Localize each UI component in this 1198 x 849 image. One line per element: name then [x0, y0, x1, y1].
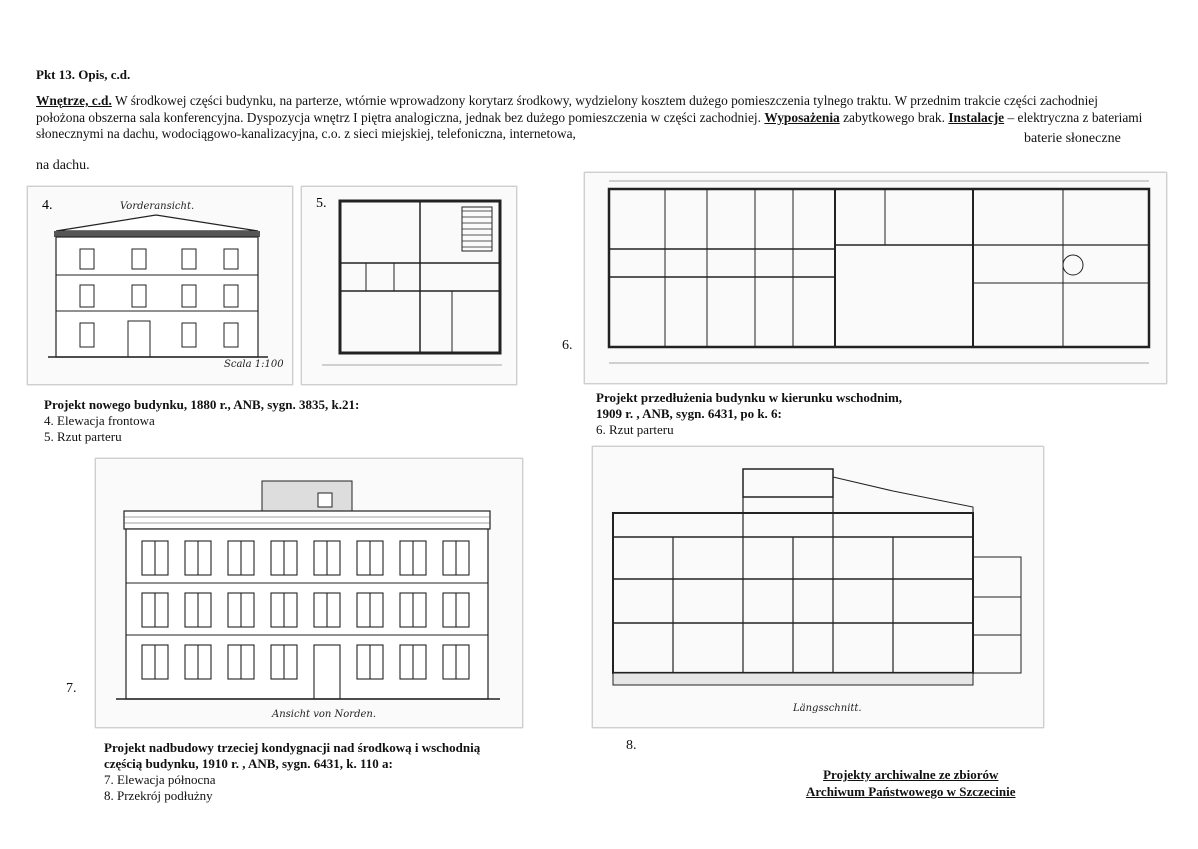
caption-1880 [38, 395, 430, 447]
wnetrze-heading: Wnętrze, c.d. [36, 93, 112, 108]
figure-8-inscription: Längsschnitt. [793, 703, 862, 714]
caption-1909-heading-2: 1909 r. , ANB, sygn. 6431, po k. 6: [596, 406, 782, 421]
caption-1910-heading-1: Projekt nadbudowy trzeciej kondygnacji nad środkową i wschodnią [104, 740, 481, 755]
wnetrze-text: W środkowej części budynku, na parterze, wtórnie wprowadzony korytarz środkowy, wydzielony kosztem dużego pomieszczenia tylnego traktu. W przednim trakcie części zachodniej położona obszerna sala konferencyjna. Dyspozycja wnętrz I piętra analogiczna, jednak bez dużego pomieszczenia w części zachodniej. [36, 93, 1098, 125]
caption-1880-item-4: 4. Elewacja frontowa [44, 413, 155, 428]
caption-1910 [98, 738, 536, 806]
caption-1910-item-7: 7. Elewacja północna [104, 772, 216, 787]
figure-5-plan [301, 186, 517, 385]
wyposazenia-text: zabytkowego brak. [839, 109, 949, 125]
instalacje-text: – elektryczna z bateriami słonecznymi na dachu, wodociągowo-kanalizacyjna, c.o. z sieci miejskiej, telefoniczna, internetowa, [36, 109, 1143, 141]
figure-4-front-elevation [27, 186, 293, 385]
figure-7-north-elevation [95, 458, 523, 728]
figure-7-inscription: Ansicht von Norden. [272, 709, 377, 720]
caption-1910-heading-2: częścią budynku, 1910 r. , ANB, sygn. 6431, k. 110 a: [104, 756, 393, 771]
archive-note-line-2: Archiwum Państwowego w Szczecinie [806, 784, 1016, 799]
figure-7-number: 7. [66, 681, 77, 696]
figure-6-plan [584, 172, 1167, 384]
tail-note: baterie słoneczne [1024, 131, 1121, 146]
caption-1910-item-8: 8. Przekrój podłużny [104, 788, 213, 803]
archive-note [806, 766, 1016, 800]
archive-note-line-1: Projekty archiwalne ze zbiorów [823, 767, 999, 782]
figure-4-scale-note: Scala 1:100 [224, 359, 284, 370]
description-paragraph [36, 93, 1144, 143]
page-title: Pkt 13. Opis, c.d. [36, 67, 131, 82]
caption-1909-item-6: 6. Rzut parteru [596, 422, 674, 437]
figure-6-number: 6. [562, 338, 573, 353]
caption-1880-heading: Projekt nowego budynku, 1880 r., ANB, sygn. 3835, k.21: [44, 397, 360, 412]
caption-1909-heading-1: Projekt przedłużenia budynku w kierunku wschodnim, [596, 390, 903, 405]
figure-4-number: 4. [42, 198, 53, 213]
caption-1880-item-5: 5. Rzut parteru [44, 429, 122, 444]
figure-8-number: 8. [626, 738, 637, 753]
figure-4-inscription: Vorderansicht. [120, 201, 195, 212]
instalacje-heading: Instalacje [948, 109, 1005, 125]
tail-note-2: na dachu. [36, 158, 90, 173]
figure-5-number: 5. [316, 196, 327, 211]
figure-8-section [592, 446, 1044, 728]
wyposazenia-heading: Wyposażenia [764, 109, 840, 125]
caption-1909 [590, 388, 972, 440]
